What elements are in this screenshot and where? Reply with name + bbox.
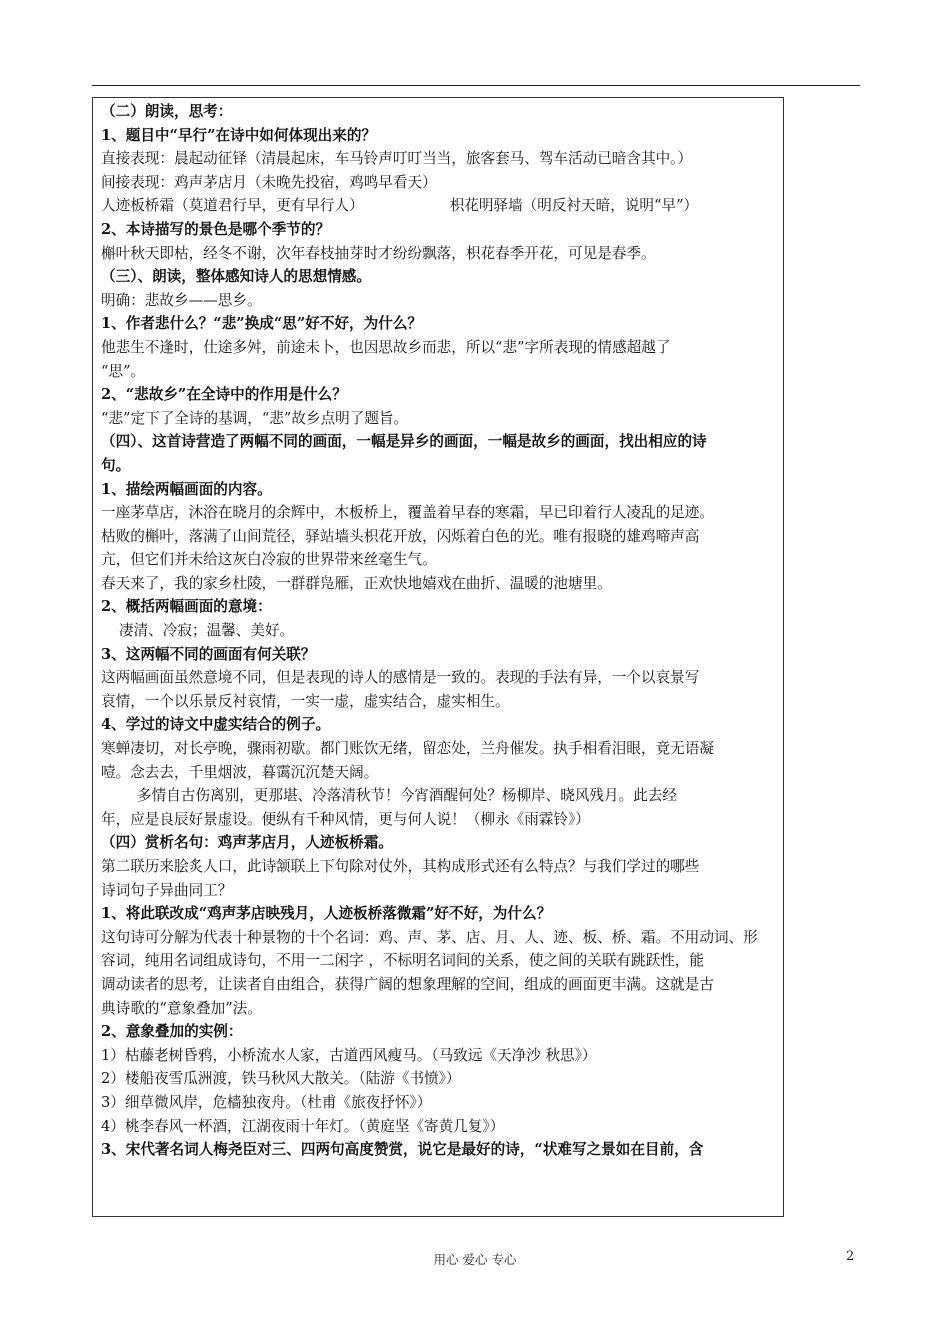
answer-line: “悲”定下了全诗的基调，“悲”故乡点明了题旨。 bbox=[101, 409, 409, 427]
section-heading: （二）朗读，思考： bbox=[101, 103, 233, 120]
answer-line: 直接表现：晨起动征铎（清晨起床，车马铃声叮叮当当，旅客套马、驾车活动已暗含其中。） bbox=[101, 150, 693, 168]
answer-line: “思”。 bbox=[101, 362, 146, 380]
answer-line: 调动读者的思考，让读者自由组合，获得广阔的想象理解的空间，组成的画面更丰满。这就是古 bbox=[101, 975, 714, 993]
answer-line: 明确：悲故乡——思乡。 bbox=[101, 291, 262, 309]
content-table-cell bbox=[92, 97, 784, 1217]
page-number: 2 bbox=[846, 1249, 855, 1264]
answer-line: 间接表现：鸡声茅店月（未晚先投宿，鸡鸣早看天） bbox=[101, 173, 437, 191]
poem-line: 噎。念去去，千里烟波，暮霭沉沉楚天阔。 bbox=[101, 763, 379, 781]
section-heading: （四）赏析名句：鸡声茅店月，人迹板桥霜。 bbox=[101, 834, 393, 852]
question: 3、宋代著名词人梅尧臣对三、四两句高度赞赏，说它是最好的诗，“状难写之景如在目前，含 bbox=[101, 1141, 704, 1159]
question: 2、概括两幅画面的意境： bbox=[101, 598, 272, 616]
answer-line: 枯败的槲叶，落满了山间荒径，驿站墙头枳花开放，闪烁着白色的光。唯有报晓的雄鸡啼声高 bbox=[101, 527, 700, 545]
question: 3、这两幅不同的画面有何关联？ bbox=[101, 645, 316, 663]
answer-line: 亢，但它们并未给这灰白冷寂的世界带来丝毫生气。 bbox=[101, 551, 437, 569]
question: 2、“悲故乡”在全诗中的作用是什么？ bbox=[101, 386, 347, 404]
question: 1、题目中“早行”在诗中如何体现出来的？ bbox=[101, 126, 377, 144]
list-item: 1）枯藤老树昏鸦，小桥流水人家，古道西风瘦马。（马致远《天净沙 秋思》） bbox=[101, 1046, 597, 1064]
answer-line: 这两幅画面虽然意境不同，但是表现的诗人的感情是一致的。表现的手法有异，一个以哀景写 bbox=[101, 669, 700, 687]
answer-line: 凄清、冷寂；温馨、美好。 bbox=[119, 622, 295, 640]
page-footer: 用心 爱心 专心 bbox=[433, 1252, 517, 1267]
answer-right: 枳花明驿墙（明反衬天暗，说明“早”） bbox=[449, 197, 699, 215]
answer-line: 槲叶秋天即枯，经冬不谢，次年春枝抽芽时才纷纷飘落，枳花春季开花，可见是春季。 bbox=[101, 244, 656, 262]
list-item: 4）桃李春风一杯酒，江湖夜雨十年灯。（黄庭坚《寄黄几复》） bbox=[101, 1117, 505, 1135]
question: 1、将此联改成“鸡声茅店映残月，人迹板桥落微霜”好不好，为什么？ bbox=[101, 905, 552, 923]
answer-line: 他悲生不逢时，仕途多舛，前途未卜，也因思故乡而悲，所以“悲”字所表现的情感超越了 bbox=[101, 338, 671, 356]
answer-line: 典诗歌的“意象叠加”法。 bbox=[101, 999, 262, 1017]
answer-line: 容词，纯用名词组成诗句，不用一二闲字 ，不标明名词间的关系，使之间的关联有跳跃性，能 bbox=[101, 952, 704, 970]
answer-line: 春天来了，我的家乡杜陵，一群群凫雁，正欢快地嬉戏在曲折、温暖的池塘里。 bbox=[101, 574, 612, 592]
answer-line: 第二联历来脍炙人口，此诗颔联上下句除对仗外，其构成形式还有么特点？与我们学过的哪些 bbox=[101, 858, 700, 875]
answer-line bbox=[101, 194, 783, 218]
answer-line: 诗词句子异曲同工？ bbox=[101, 881, 233, 899]
question: 4、学过的诗文中虚实结合的例子。 bbox=[101, 716, 331, 734]
header-rule bbox=[92, 85, 860, 86]
section-heading: （四）、这首诗营造了两幅不同的画面，一幅是异乡的画面，一幅是故乡的画面，找出相应的诗 bbox=[101, 433, 707, 451]
answer-line: 这句诗可分解为代表十种景物的十个名词：鸡、声、茅、店、月、人、迹、板、桥、霜。不用动词、形 bbox=[101, 928, 758, 946]
poem-line: 多情自古伤离别，更那堪、冷落清秋节！今宵酒醒何处？杨柳岸、晓风残月。此去经 bbox=[137, 787, 677, 805]
list-item: 2）楼船夜雪瓜洲渡，铁马秋风大散关。（陆游《书愤》） bbox=[101, 1070, 461, 1088]
section-heading: （三）、朗读，整体感知诗人的思想情感。 bbox=[101, 268, 371, 286]
poem-line: 年，应是良辰好景虚设。便纵有千种风情，更与何人说！（柳永《雨霖铃》） bbox=[101, 810, 590, 828]
question: 1、作者悲什么？“悲”换成“思”好不好，为什么？ bbox=[101, 315, 423, 333]
section-heading: 句。 bbox=[101, 456, 131, 474]
question: 2、意象叠加的实例： bbox=[101, 1023, 243, 1041]
question: 1、描绘两幅画面的内容。 bbox=[101, 480, 272, 498]
question: 2、本诗描写的景色是哪个季节的？ bbox=[101, 220, 331, 238]
list-item: 3）细草微风岸，危樯独夜舟。（杜甫《旅夜抒怀》） bbox=[101, 1093, 432, 1111]
answer-line: 哀情，一个以乐景反衬哀情，一实一虚，虚实结合，虚实相生。 bbox=[101, 692, 510, 710]
answer-left: 人迹板桥霜（莫道君行早，更有早行人） bbox=[101, 197, 364, 215]
answer-line: 一座茅草店，沐浴在晓月的余辉中，木板桥上，覆盖着早春的寒霜，早已印着行人凌乱的足迹。 bbox=[101, 504, 714, 522]
poem-line: 寒蝉凄切，对长亭晚，骤雨初歇。都门账饮无绪，留恋处，兰舟催发。执手相看泪眼，竟无语凝 bbox=[101, 740, 714, 758]
